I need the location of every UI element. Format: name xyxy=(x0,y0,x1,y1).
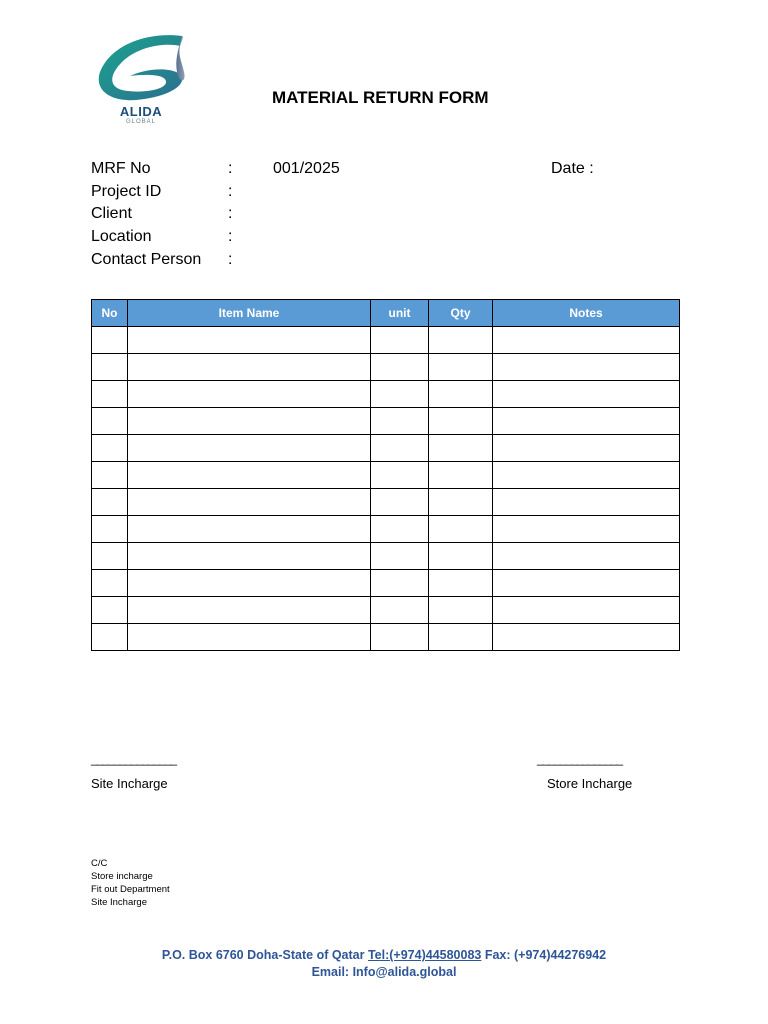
item-name-cell[interactable] xyxy=(128,408,371,435)
cc-item: Fit out Department xyxy=(91,884,170,895)
qty-cell[interactable] xyxy=(429,570,493,597)
item-name-cell[interactable] xyxy=(128,462,371,489)
item-name-cell[interactable] xyxy=(128,327,371,354)
unit-cell[interactable] xyxy=(371,327,429,354)
logo-text: ALIDA xyxy=(119,104,163,119)
info-label: Project ID xyxy=(91,183,162,200)
no-cell[interactable] xyxy=(92,597,128,624)
item-name-cell[interactable] xyxy=(128,624,371,651)
notes-cell[interactable] xyxy=(493,435,680,462)
date-label: Date : xyxy=(551,160,594,177)
header-unit: unit xyxy=(371,300,429,327)
item-name-cell[interactable] xyxy=(128,570,371,597)
unit-cell[interactable] xyxy=(371,408,429,435)
site-incharge-label: Site Incharge xyxy=(91,776,168,791)
notes-cell[interactable] xyxy=(493,597,680,624)
item-name-cell[interactable] xyxy=(128,543,371,570)
form-title: MATERIAL RETURN FORM xyxy=(272,88,489,107)
info-label: Location xyxy=(91,228,152,245)
notes-cell[interactable] xyxy=(493,381,680,408)
qty-cell[interactable] xyxy=(429,435,493,462)
cc-list xyxy=(91,857,170,909)
info-colon: : xyxy=(228,160,233,177)
site-incharge-signature-line: _______________ xyxy=(91,752,177,766)
notes-cell[interactable] xyxy=(493,462,680,489)
table-row xyxy=(92,327,680,354)
qty-cell[interactable] xyxy=(429,489,493,516)
unit-cell[interactable] xyxy=(371,354,429,381)
item-name-cell[interactable] xyxy=(128,381,371,408)
unit-cell[interactable] xyxy=(371,381,429,408)
notes-cell[interactable] xyxy=(493,408,680,435)
table-row xyxy=(92,624,680,651)
footer-email[interactable]: Email: Info@alida.global xyxy=(311,965,457,979)
table-row xyxy=(92,381,680,408)
info-label: Contact Person xyxy=(91,251,202,268)
no-cell[interactable] xyxy=(92,354,128,381)
no-cell[interactable] xyxy=(92,489,128,516)
no-cell[interactable] xyxy=(92,516,128,543)
store-incharge-label: Store Incharge xyxy=(547,776,633,791)
cc-heading: C/C xyxy=(91,858,108,869)
qty-cell[interactable] xyxy=(429,624,493,651)
notes-cell[interactable] xyxy=(493,570,680,597)
items-table xyxy=(91,299,680,651)
unit-cell[interactable] xyxy=(371,543,429,570)
info-colon: : xyxy=(228,228,233,245)
no-cell[interactable] xyxy=(92,462,128,489)
unit-cell[interactable] xyxy=(371,597,429,624)
footer-tel-link[interactable]: Tel:(+974)44580083 xyxy=(367,948,482,962)
unit-cell[interactable] xyxy=(371,570,429,597)
no-cell[interactable] xyxy=(92,435,128,462)
info-label: Client xyxy=(91,205,132,222)
no-cell[interactable] xyxy=(92,327,128,354)
qty-cell[interactable] xyxy=(429,327,493,354)
notes-cell[interactable] xyxy=(493,489,680,516)
info-colon: : xyxy=(228,205,233,222)
no-cell[interactable] xyxy=(92,381,128,408)
footer-address: P.O. Box 6760 Doha-State of Qatar xyxy=(161,948,368,962)
table-header-row xyxy=(92,300,680,327)
table-row xyxy=(92,516,680,543)
qty-cell[interactable] xyxy=(429,516,493,543)
header-item-name: Item Name xyxy=(128,300,371,327)
item-name-cell[interactable] xyxy=(128,435,371,462)
table-row xyxy=(92,489,680,516)
header-no: No xyxy=(92,300,128,327)
footer-address-line xyxy=(0,948,768,962)
item-name-cell[interactable] xyxy=(128,597,371,624)
qty-cell[interactable] xyxy=(429,597,493,624)
item-name-cell[interactable] xyxy=(128,489,371,516)
table-row xyxy=(92,597,680,624)
qty-cell[interactable] xyxy=(429,354,493,381)
table-row xyxy=(92,408,680,435)
notes-cell[interactable] xyxy=(493,624,680,651)
table-row xyxy=(92,435,680,462)
unit-cell[interactable] xyxy=(371,516,429,543)
cc-item: Store incharge xyxy=(91,871,153,882)
notes-cell[interactable] xyxy=(493,327,680,354)
store-incharge-signature-line: _______________ xyxy=(537,752,623,766)
info-label: MRF No xyxy=(91,160,151,177)
company-logo xyxy=(92,32,190,128)
unit-cell[interactable] xyxy=(371,435,429,462)
item-name-cell[interactable] xyxy=(128,516,371,543)
no-cell[interactable] xyxy=(92,570,128,597)
notes-cell[interactable] xyxy=(493,354,680,381)
mrf-no-value: 001/2025 xyxy=(273,160,340,177)
info-colon: : xyxy=(228,251,233,268)
unit-cell[interactable] xyxy=(371,462,429,489)
header-notes: Notes xyxy=(493,300,680,327)
qty-cell[interactable] xyxy=(429,543,493,570)
unit-cell[interactable] xyxy=(371,489,429,516)
table-row xyxy=(92,543,680,570)
table-body xyxy=(92,327,680,651)
no-cell[interactable] xyxy=(92,624,128,651)
cc-item: Site Incharge xyxy=(91,897,147,908)
no-cell[interactable] xyxy=(92,408,128,435)
header-qty: Qty xyxy=(429,300,493,327)
notes-cell[interactable] xyxy=(493,543,680,570)
qty-cell[interactable] xyxy=(429,408,493,435)
logo-swoosh-icon xyxy=(92,32,190,104)
unit-cell[interactable] xyxy=(371,624,429,651)
item-name-cell[interactable] xyxy=(128,354,371,381)
footer-fax: Fax: (+974)44276942 xyxy=(481,948,607,962)
no-cell[interactable] xyxy=(92,543,128,570)
qty-cell[interactable] xyxy=(429,462,493,489)
logo-subtext: GLOBAL xyxy=(125,119,156,125)
table-row xyxy=(92,462,680,489)
table-row xyxy=(92,570,680,597)
notes-cell[interactable] xyxy=(493,516,680,543)
qty-cell[interactable] xyxy=(429,381,493,408)
table-row xyxy=(92,354,680,381)
info-colon: : xyxy=(228,183,233,200)
